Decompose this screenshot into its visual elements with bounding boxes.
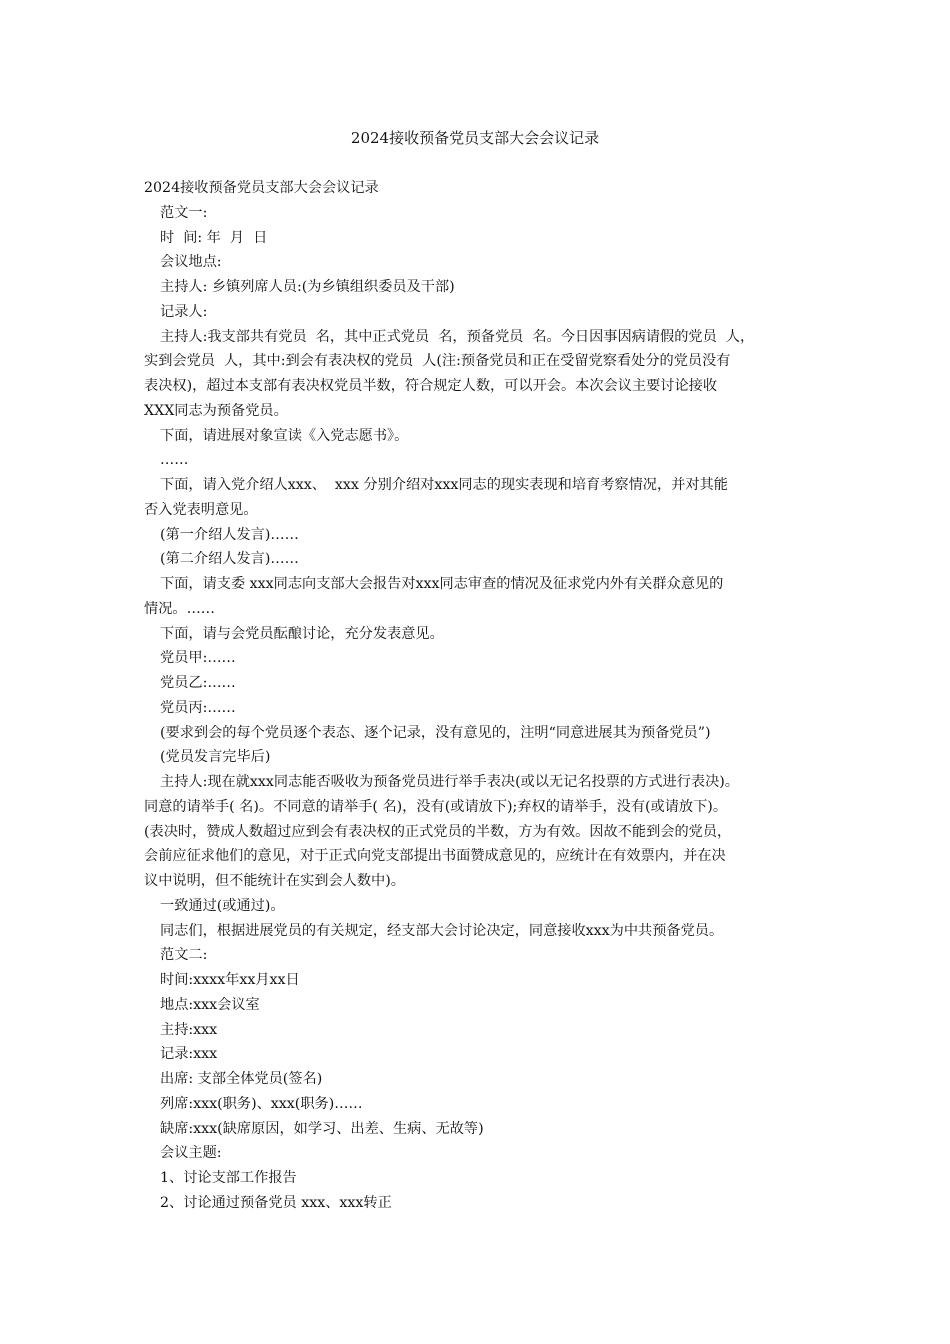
paragraph-line: 时间:xxxx年xx月xx日 xyxy=(160,972,300,988)
paragraph-line: 时 间: 年 月 日 xyxy=(160,229,268,246)
paragraph-line: 范文二: xyxy=(160,947,208,964)
paragraph-line: 范文一: xyxy=(160,204,208,221)
paragraph-line: 下面，请与会党员酝酿讨论，充分发表意见。 xyxy=(160,625,444,642)
paragraph-line: 否入党表明意见。 xyxy=(144,501,258,518)
paragraph-line: 会议主题: xyxy=(160,1145,222,1162)
paragraph-line: (第二介绍人发言)…… xyxy=(160,551,299,568)
paragraph-line: 主持:xxx xyxy=(160,1021,218,1038)
paragraph-line: 缺席:xxx(缺席原因，如学习、出差、生病、无故等) xyxy=(160,1120,484,1137)
paragraph-line: 会前应征求他们的意见，对于正式向党支部提出书面赞成意见的，应统计在有效票内，并在决 xyxy=(144,848,726,865)
paragraph-line: XXX同志为预备党员。 xyxy=(144,402,288,419)
paragraph-line: 下面，请入党介绍人xxx、 xxx 分别介绍对xxx同志的现实表现和培育考察情况，并对其能 xyxy=(160,477,728,493)
paragraph-line: 2024接收预备党员支部大会会议记录 xyxy=(144,180,379,196)
paragraph-line: 同志们，根据进展党员的有关规定，经支部大会讨论决定，同意接收xxx为中共预备党员。 xyxy=(160,922,724,939)
paragraph-line: …… xyxy=(160,452,189,469)
paragraph-line: 会议地点: xyxy=(160,254,222,271)
paragraph-line: 同意的请举手( 名)。不同意的请举手( 名)，没有(或请放下);弃权的请举手，没有(或请放下)。 xyxy=(144,798,728,815)
paragraph-line: 实到会党员 人，其中:到会有表决权的党员 人(注:预备党员和正在受留党察看处分的党员没有 xyxy=(144,353,731,370)
paragraph-line: 主持人:我支部共有党员 名，其中正式党员 名，预备党员 名。今日因事因病请假的党员 人， xyxy=(160,328,755,345)
paragraph-line: 党员甲:…… xyxy=(160,650,236,667)
paragraph-line: 党员乙:…… xyxy=(160,675,236,691)
paragraph-line: 党员丙:…… xyxy=(160,699,236,716)
paragraph-line: 主持人:现在就xxx同志能否吸收为预备党员进行举手表决(或以无记名投票的方式进行表决)。 xyxy=(160,774,739,790)
paragraph-line: 记录人: xyxy=(160,303,208,320)
paragraph-line: 一致通过(或通过)。 xyxy=(160,897,285,914)
paragraph-line: 出席: 支部全体党员(签名) xyxy=(160,1071,323,1087)
paragraph-line: (第一介绍人发言)…… xyxy=(160,526,299,543)
paragraph-line: (表决时，赞成人数超过应到会有表决权的正式党员的半数，方为有效。因故不能到会的党员， xyxy=(144,823,732,840)
paragraph-line: 记录:xxx xyxy=(160,1046,218,1063)
paragraph-line: 情况。…… xyxy=(144,600,215,617)
paragraph-line: (党员发言完毕后) xyxy=(160,749,271,766)
paragraph-line: 下面，请支委 xxx同志向支部大会报告对xxx同志审查的情况及征求党内外有关群众意见的 xyxy=(160,576,724,592)
paragraph-line: 主持人: 乡镇列席人员:(为乡镇组织委员及干部) xyxy=(160,279,455,295)
paragraph-line: (要求到会的每个党员逐个表态、逐个记录，没有意见的，注明“同意进展其为预备党员”) xyxy=(160,724,711,741)
page-title: 2024接收预备党员支部大会会议记录 xyxy=(350,129,600,147)
paragraph-line: 地点:xxx会议室 xyxy=(160,996,260,1013)
paragraph-line: 1、讨论支部工作报告 xyxy=(160,1170,297,1186)
paragraph-line: 2、讨论通过预备党员 xxx、xxx转正 xyxy=(160,1194,392,1211)
paragraph-line: 议中说明，但不能统计在实到会人数中)。 xyxy=(144,873,405,889)
paragraph-line: 表决权)，超过本支部有表决权党员半数，符合规定人数，可以开会。本次会议主要讨论接收 xyxy=(144,378,718,394)
document-body xyxy=(144,176,816,1216)
paragraph-line: 列席:xxx(职务)、xxx(职务)…… xyxy=(160,1095,363,1112)
paragraph-line: 下面，请进展对象宣读《入党志愿书》。 xyxy=(160,427,409,444)
